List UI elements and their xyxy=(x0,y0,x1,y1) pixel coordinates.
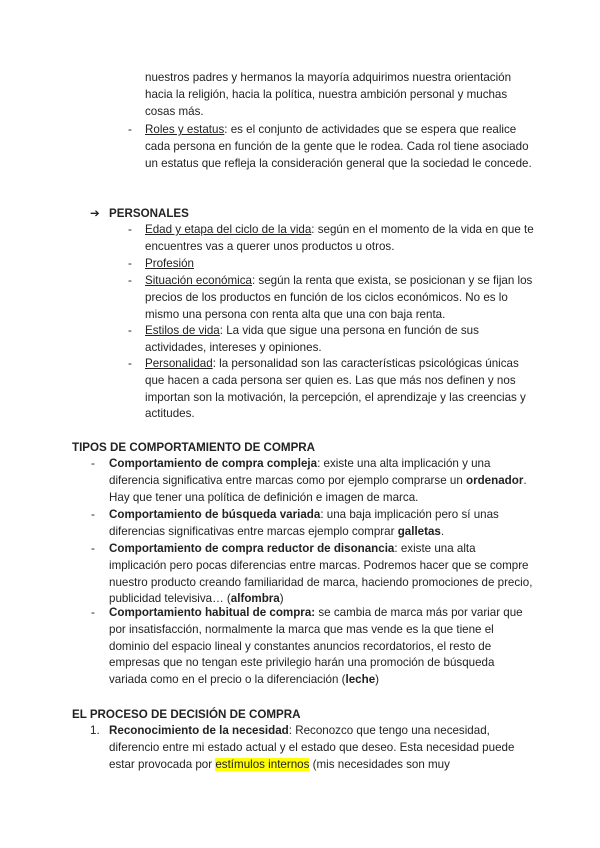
list-item-disonancia xyxy=(109,541,535,608)
reconocimiento-desc: : Reconozco que tengo una necesidad, diferencio entre mi estado actual y el estado que deseo. Esta necesidad puede estar provocada por xyxy=(109,724,515,771)
highlighted-text: estímulos internos xyxy=(215,757,310,771)
situacion-desc: : según la renta que exista, se posicionan y se fijan los precios de los productos en función de los ciclos económicos. No es lo mismo una persona con renta alta que una con baja renta. xyxy=(145,274,533,321)
list-dash: - xyxy=(128,257,132,270)
list-item-reconocimiento xyxy=(109,723,535,773)
habitual-bold: leche xyxy=(345,673,376,687)
personales-heading: PERSONALES xyxy=(109,207,189,220)
edad-term: Edad y etapa del ciclo de la vida xyxy=(145,223,312,236)
disonancia-tail: ) xyxy=(279,592,284,606)
list-item-profesion xyxy=(145,256,535,273)
variada-bold: galletas xyxy=(397,524,441,538)
habitual-tail: ) xyxy=(375,673,380,687)
list-item-compleja xyxy=(109,456,535,506)
personalidad-term: Personalidad xyxy=(145,357,213,370)
proceso-heading: EL PROCESO DE DECISIÓN DE COMPRA xyxy=(72,708,301,721)
disonancia-desc: : existe una alta implicación pero pocas diferencias entre marcas. Podremos hacer que se compre nuestro producto creando familiaridad de marca, haciendo promociones de precio, publicidad televisiva… ( xyxy=(109,542,533,606)
list-dash: - xyxy=(128,274,132,287)
arrow-icon: ➔ xyxy=(90,207,100,220)
disonancia-term: Comportamiento de compra reductor de disonancia xyxy=(109,542,395,555)
list-item-situacion xyxy=(145,273,535,323)
estilos-desc: : La vida que sigue una persona en función de sus actividades, intereses y opiniones. xyxy=(145,324,479,354)
habitual-term: Comportamiento habitual de compra: xyxy=(109,606,316,619)
personalidad-desc: : la personalidad son las características psicológicas únicas que hacen a cada persona ser quien es. Las que más nos definen y nos importan son la motivación, la percepción, el aprendizaje y las creencias y actitudes. xyxy=(145,357,526,421)
variada-desc: : una baja implicación pero sí unas diferencias significativas entre marcas ejemplo comprar xyxy=(109,508,499,538)
edad-desc: : según en el momento de la vida en que te encuentres vas a querer unos productos u otros. xyxy=(145,223,534,253)
variada-tail: . xyxy=(440,524,445,538)
reconocimiento-tail: (mis necesidades son muy xyxy=(309,757,450,771)
compleja-bold: ordenador xyxy=(466,473,524,487)
roles-desc: : es el conjunto de actividades que se espera que realice cada persona en función de la gente que le rodea. Cada rol tiene asociado un estatus que refleja la consideración general que la sociedad le concede. xyxy=(145,123,532,170)
list-item-personalidad xyxy=(145,356,535,423)
list-dash: - xyxy=(128,223,132,236)
list-item-habitual xyxy=(109,605,535,689)
compleja-tail: . Hay que tener una política de definición e imagen de marca. xyxy=(109,473,527,504)
list-dash: - xyxy=(128,324,132,337)
list-dash: - xyxy=(91,542,95,555)
estilos-term: Estilos de vida xyxy=(145,324,220,337)
continuation-text: nuestros padres y hermanos la mayoría adquirimos nuestra orientación hacia la religión, hacia la política, nuestra ambición personal y muchas cosas más. xyxy=(145,71,512,118)
list-dash: - xyxy=(128,123,132,136)
list-item-edad xyxy=(145,222,535,256)
list-item-variada xyxy=(109,507,535,541)
situacion-term: Situación económica xyxy=(145,274,252,287)
disonancia-bold: alfombra xyxy=(230,592,280,606)
list-number: 1. xyxy=(90,724,100,737)
roles-term: Roles y estatus xyxy=(145,123,225,136)
variada-term: Comportamiento de búsqueda variada xyxy=(109,508,321,521)
list-dash: - xyxy=(91,457,95,470)
habitual-desc: se cambia de marca más por variar que por insatisfacción, normalmente la marca que mas vende es la que tiene el dominio del espacio lineal y constantes anuncios recordatorios, el resto de empresas que no tengan este privilegio harán una promoción de búsqueda variada como en el precio o la diferenciación ( xyxy=(109,606,523,687)
list-dash: - xyxy=(91,606,95,619)
reconocimiento-term: Reconocimiento de la necesidad xyxy=(109,724,289,737)
tipos-heading: TIPOS DE COMPORTAMIENTO DE COMPRA xyxy=(72,441,316,454)
list-item-estilos xyxy=(145,323,535,357)
compleja-term: Comportamiento de compra compleja xyxy=(109,457,318,470)
profesion-term: Profesión xyxy=(145,257,194,270)
compleja-desc: : existe una alta implicación y una diferencia significativa entre marcas como por ejemplo comprarse un xyxy=(109,457,491,487)
list-item-roles xyxy=(145,122,535,172)
list-dash: - xyxy=(128,357,132,370)
list-dash: - xyxy=(91,508,95,521)
continuation-paragraph xyxy=(145,70,535,120)
